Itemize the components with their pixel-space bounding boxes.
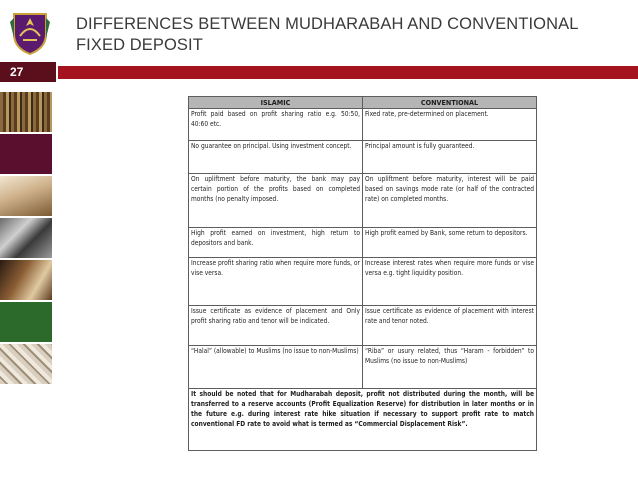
table-row	[189, 306, 537, 346]
table-row	[189, 228, 537, 258]
islamic-cell: On upliftment before maturity, the bank may pay certain portion of the profits based on completed months (no penalty imposed.	[189, 174, 363, 228]
islamic-cell: High profit earned on investment, high return to depositors and bank.	[189, 228, 363, 258]
conventional-cell: “Riba” or usury related, thus “Haram - forbidden” to Muslims (no issue to non-Muslims)	[363, 346, 537, 389]
table-row	[189, 258, 537, 306]
table-row	[189, 174, 537, 228]
sidebar-image-strip	[0, 92, 52, 386]
university-crest-logo	[8, 8, 52, 56]
table-note: It should be noted that for Mudharabah deposit, profit not distributed during the month, will be transferred to a reserve accounts (Profit Equalization Reserve) for distribution in later months or in the future e.g. during interest rate hike situation if necessary to support profit rate to match conventional FD rate to avoid what is termed as “Commercial Displacement Risk”.	[189, 389, 537, 451]
islamic-cell: “Halal” (allowable) to Muslims (no issue to non-Muslims)	[189, 346, 363, 389]
conventional-cell: Issue certificate as evidence of placement with interest rate and tenor noted.	[363, 306, 537, 346]
table-row	[189, 141, 537, 174]
table-header-row	[189, 97, 537, 109]
column-header-islamic: ISLAMIC	[189, 97, 363, 109]
column-header-conventional: CONVENTIONAL	[363, 97, 537, 109]
books-photo	[0, 260, 52, 300]
conventional-cell: On upliftment before maturity, interest will be paid based on savings mode rate (or half of the contracted rate) on completed months.	[363, 174, 537, 228]
green-block	[0, 302, 52, 342]
maroon-block	[0, 134, 52, 174]
accent-bar	[58, 66, 638, 79]
islamic-cell: Profit paid based on profit sharing ratio e.g. 50:50, 40:60 etc.	[189, 109, 363, 141]
conventional-cell: High profit earned by Bank, some return to depositors.	[363, 228, 537, 258]
sketch-photo	[0, 344, 52, 384]
table-row	[189, 346, 537, 389]
islamic-cell: No guarantee on principal. Using investment concept.	[189, 141, 363, 174]
conventional-cell: Principal amount is fully guaranteed.	[363, 141, 537, 174]
conventional-cell: Fixed rate, pre-determined on placement.	[363, 109, 537, 141]
slide-title: DIFFERENCES BETWEEN MUDHARABAH AND CONVENTIONAL FIXED DEPOSIT	[76, 15, 578, 54]
table-row	[189, 109, 537, 141]
conventional-cell: Increase interest rates when require more funds or vise versa e.g. tight liquidity position.	[363, 258, 537, 306]
slide-number: 27	[0, 62, 56, 82]
bookshelf-photo	[0, 92, 52, 132]
comparison-table	[188, 96, 537, 451]
open-book-photo	[0, 176, 52, 216]
table-note-row	[189, 389, 537, 451]
islamic-cell: Increase profit sharing ratio when require more funds, or vise versa.	[189, 258, 363, 306]
tree-photo	[0, 218, 52, 258]
islamic-cell: Issue certificate as evidence of placement and Only profit sharing ratio and tenor will be indicated.	[189, 306, 363, 346]
